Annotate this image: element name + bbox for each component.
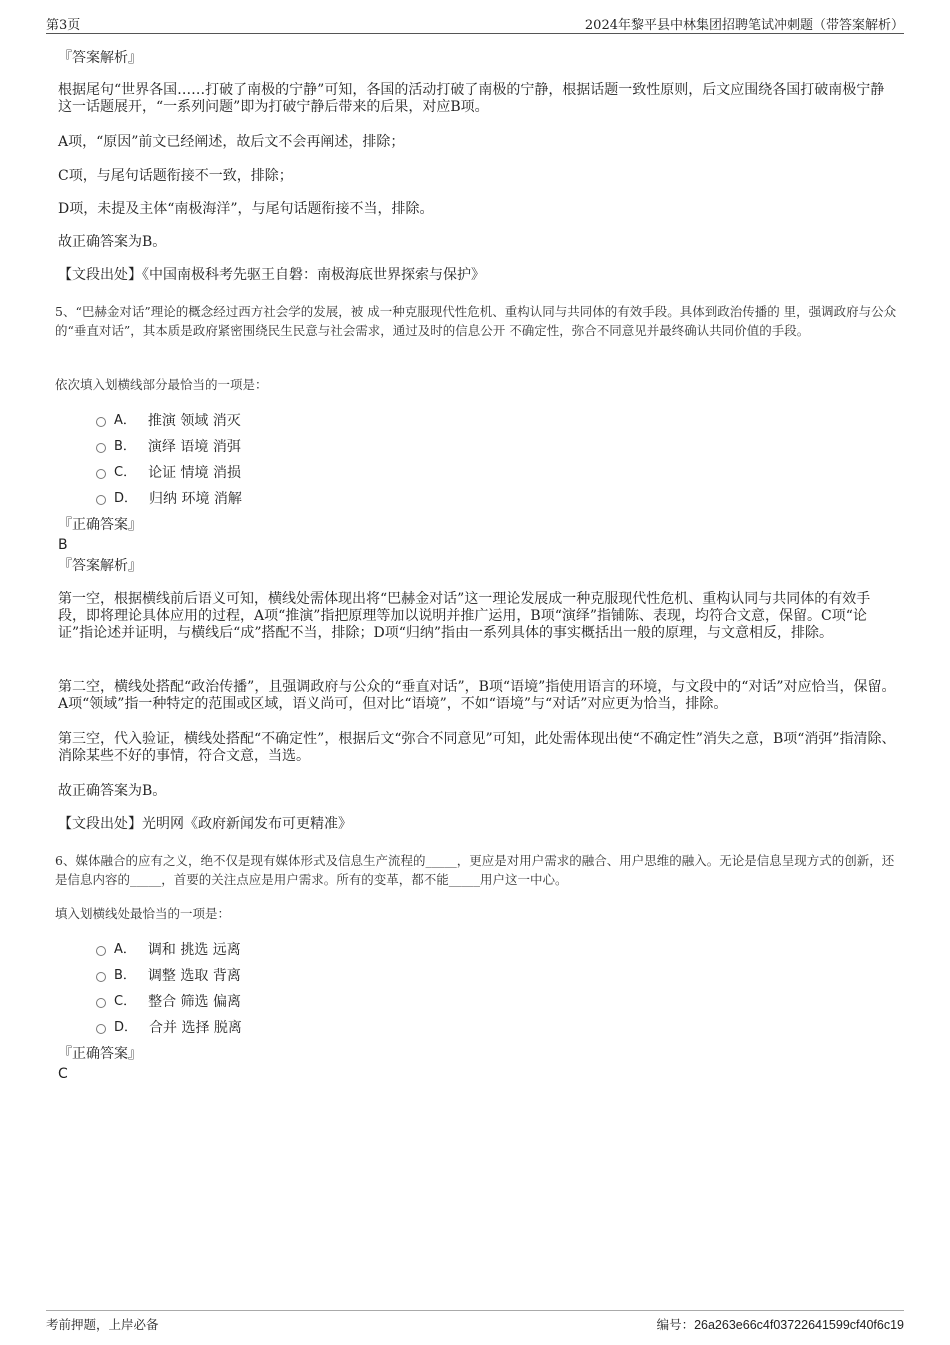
q6-option-c[interactable] — [96, 993, 241, 1011]
q5-option-b[interactable] — [96, 438, 241, 456]
q5-correct-label: 『正确答案』 — [58, 517, 142, 533]
page-header — [46, 14, 904, 34]
q4-analysis-p1: 根据尾句“世界各国……打破了南极的宁静”可知，各国的活动打破了南极的宁静，根据话题一致性原则，后文应围绕各国打破南极宁静这一话题展开，“一系列问题”即为打破宁静后带来的后果，对应B项。 — [58, 82, 885, 115]
option-text: 整合 筛选 偏离 — [148, 994, 241, 1010]
q6-correct-answer: C — [58, 1066, 68, 1082]
q4-analysis-label: 『答案解析』 — [58, 50, 142, 66]
radio-icon[interactable] — [96, 998, 106, 1008]
q4-analysis-p2: A项，“原因”前文已经阐述，故后文不会再阐述，排除； — [58, 134, 405, 150]
q5-answer-summary: 故正确答案为B。 — [58, 783, 167, 799]
document-code — [657, 1315, 904, 1333]
radio-icon[interactable] — [96, 443, 106, 453]
option-text: 推演 领域 消灭 — [147, 413, 241, 429]
footer-slogan: 考前押题，上岸必备 — [46, 1317, 159, 1332]
q6-option-d[interactable] — [96, 1019, 242, 1037]
radio-icon[interactable] — [96, 1024, 106, 1034]
code-value: 26a263e66c4f03722641599cf40f6c19 — [694, 1318, 904, 1332]
option-text: 调和 挑选 远离 — [147, 942, 241, 958]
option-letter: D． — [114, 1020, 138, 1035]
option-letter: C． — [114, 994, 137, 1009]
option-letter: B． — [114, 968, 136, 983]
option-letter: B． — [114, 439, 136, 454]
q5-source: 【文段出处】光明网《政府新闻发布可更精准》 — [58, 816, 352, 832]
radio-icon[interactable] — [96, 469, 106, 479]
radio-icon[interactable] — [96, 417, 106, 427]
q6-stem: 6、媒体融合的应有之义，绝不仅是现有媒体形式及信息生产流程的_____，更应是对用户需求的融合、用户思维的融入。无论是信息呈现方式的创新，还是信息内容的_____，首要的关注点应是用户需求。所有的变革，都不能_____用户这一中心。 — [55, 853, 895, 887]
q6-option-a[interactable] — [96, 941, 241, 959]
q6-prompt: 填入划横线处最恰当的一项是： — [55, 906, 231, 921]
radio-icon[interactable] — [96, 495, 106, 505]
document-title: 2024年黎平县中林集团招聘笔试冲刺题（带答案解析） — [584, 18, 904, 33]
q4-source: 【文段出处】《中国南极科考先驱王自磐：南极海底世界探索与保护》 — [58, 267, 485, 283]
q5-stem: 5、“巴赫金对话”理论的概念经过西方社会学的发展，被 成一种克服现代性危机、重构认同与共同体的有效手段。具体到政治传播的 里，强调政府与公众的“垂直对话”，其本质是政府紧密围绕民生民意与社会需求，通过及时的信息公开 不确定性，弥合不同意见并最终确认共同价值的手段。 — [55, 304, 897, 338]
q5-option-a[interactable] — [96, 412, 241, 430]
q6-correct-label: 『正确答案』 — [58, 1046, 142, 1062]
option-letter: D． — [114, 491, 138, 506]
radio-icon[interactable] — [96, 946, 106, 956]
q4-analysis-p3: C项，与尾句话题衔接不一致，排除； — [58, 168, 293, 184]
q5-analysis-p3: 第三空，代入验证，横线处搭配“不确定性”，根据后文“弥合不同意见”可知，此处需体现出使“不确定性”消失之意，B项“消弭”指清除、消除某些不好的事情，符合文意，当选。 — [58, 731, 896, 764]
page-footer — [46, 1310, 904, 1332]
q4-analysis-p4: D项，未提及主体“南极海洋”，与尾句话题衔接不当，排除。 — [58, 201, 434, 217]
q5-analysis-label: 『答案解析』 — [58, 558, 142, 574]
q5-option-c[interactable] — [96, 464, 241, 482]
q6-option-b[interactable] — [96, 967, 241, 985]
option-text: 合并 选择 脱离 — [149, 1020, 242, 1036]
option-letter: C． — [114, 465, 137, 480]
radio-icon[interactable] — [96, 972, 106, 982]
option-letter: A． — [114, 942, 136, 957]
code-label: 编号： — [656, 1317, 695, 1332]
q5-analysis-p2: 第二空，横线处搭配“政治传播”，且强调政府与公众的“垂直对话”，B项“语境”指使用语言的环境，与文段中的“对话”对应恰当，保留。A项“领域”指一种特定的范围或区域，语义尚可，但对比“语境”，不如“语境”与“对话”对应更为恰当，排除。 — [58, 679, 896, 712]
q5-option-d[interactable] — [96, 490, 242, 508]
q4-answer-summary: 故正确答案为B。 — [58, 234, 167, 250]
q5-analysis-p1: 第一空，根据横线前后语义可知，横线处需体现出将“巴赫金对话”这一理论发展成一种克服现代性危机、重构认同与共同体的有效手段，即将理论具体应用的过程，A项“推演”指把原理等加以说明并推广运用，B项“演绎”指铺陈、表现，均符合文意，保留。C项“论证”指论述并证明，与横线后“成”搭配不当，排除；D项“归纳”指由一系列具体的事实概括出一般的原理，与文意相反，排除。 — [58, 591, 871, 641]
q5-prompt: 依次填入划横线部分最恰当的一项是： — [55, 377, 268, 392]
option-text: 论证 情境 消损 — [148, 465, 241, 481]
option-text: 演绎 语境 消弭 — [147, 439, 241, 455]
option-text: 归纳 环境 消解 — [149, 491, 242, 507]
option-letter: A． — [114, 413, 136, 428]
q5-correct-answer: B — [58, 537, 68, 553]
option-text: 调整 选取 背离 — [147, 968, 241, 984]
page-number: 第3页 — [46, 18, 81, 33]
